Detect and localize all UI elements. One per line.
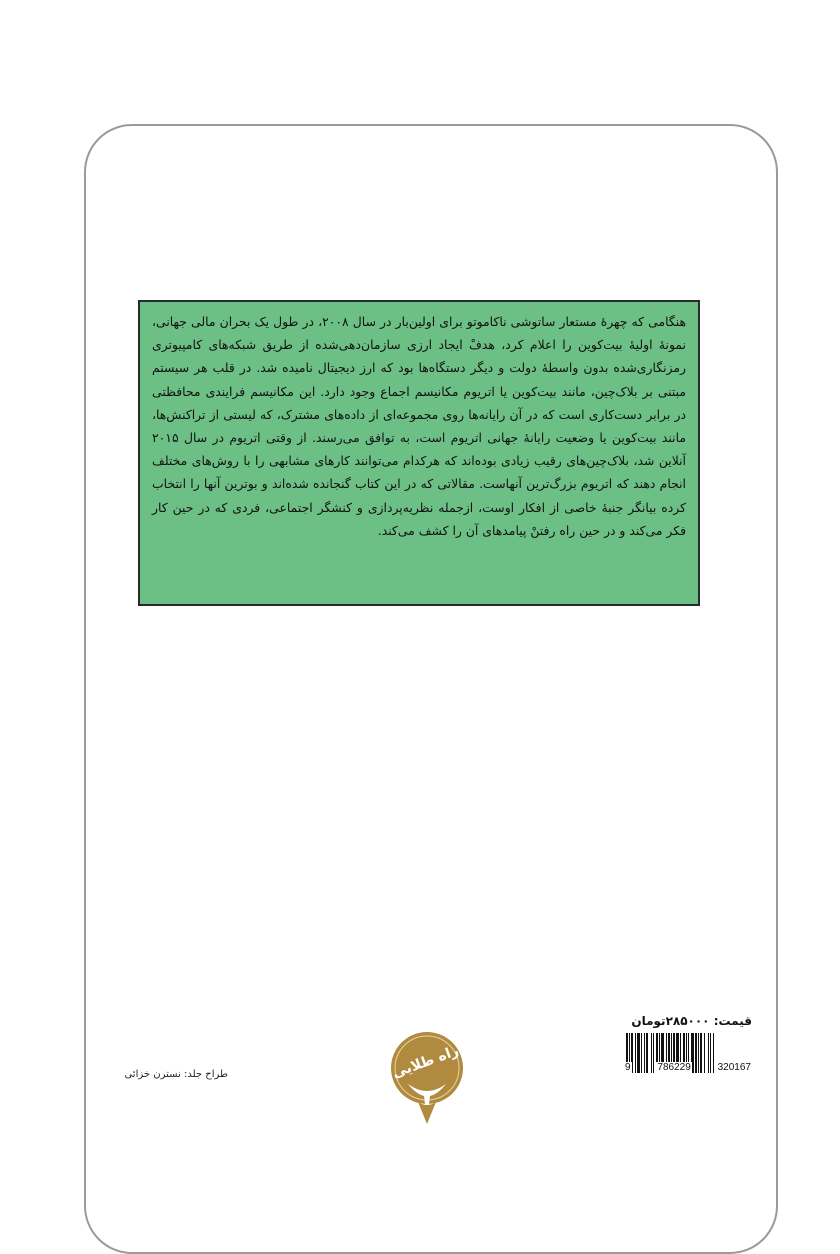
publisher-logo xyxy=(386,1028,468,1126)
cover-designer-credit: طراح جلد: نسترن خزائی xyxy=(124,1069,228,1080)
logo-wordmark: راه طلایی xyxy=(390,1042,461,1082)
isbn-digits xyxy=(622,1062,754,1074)
isbn-digit-lead: 9 xyxy=(625,1062,631,1073)
price-label: قیمت: ۲۸۵۰۰۰تومان xyxy=(631,1014,752,1028)
isbn-digits-left: 786229 xyxy=(657,1062,691,1073)
isbn-digits-right: 320167 xyxy=(717,1062,751,1073)
back-cover-blurb: هنگامی که چهرهٔ مستعار ساتوشی ناکاموتو برای اولین‌بار در سال ۲۰۰۸، در طول یک بحران مالی جهانی، نمونهٔ اولیهٔ بیت‌کوین را اعلام کرد، هدفْ ایجاد ارزی سازمان‌دهی‌شده از طریق شبکه‌های کامپیوتری رمزنگاری‌شده بدون واسطهٔ دولت و دیگر دستگاه‌ها بود که ارز دیجیتال نامیده شد. در قلب هر سیستم مبتنی بر بلاک‌چین، مانند بیت‌کوین یا اتریوم مکانیسم اجماع وجود دارد. این مکانیسم فرایندی محافظتی در برابر دست‌کاری است که در آن رایانه‌ها روی مجموعه‌ای از داده‌های مشترک، که لیستی از تراکنش‌ها، مانند بیت‌کوین یا وضعیت رایانهٔ جهانی اتریوم است، به توافق می‌رسند. از وقتی اتریوم در سال ۲۰۱۵ آنلاین شد، بلاک‌چین‌های رقیب زیادی بوده‌اند که هرکدام می‌توانند کارهای مشابهی را با روش‌های مختلف انجام دهند که اتریوم بزرگ‌ترین آنهاست. مقالاتی که در این کتاب گنجانده شده‌اند و بوترین آنها را انتخاب کرده بیانگر جنبهٔ خاصی از افکار اوست، ازجمله نظریه‌پردازی و کنشگر اجتماعی، فردی که در حین کار فکر می‌کند و در حین راه رفتنْ پیامدهای آن را کشف می‌کند. xyxy=(138,300,700,606)
